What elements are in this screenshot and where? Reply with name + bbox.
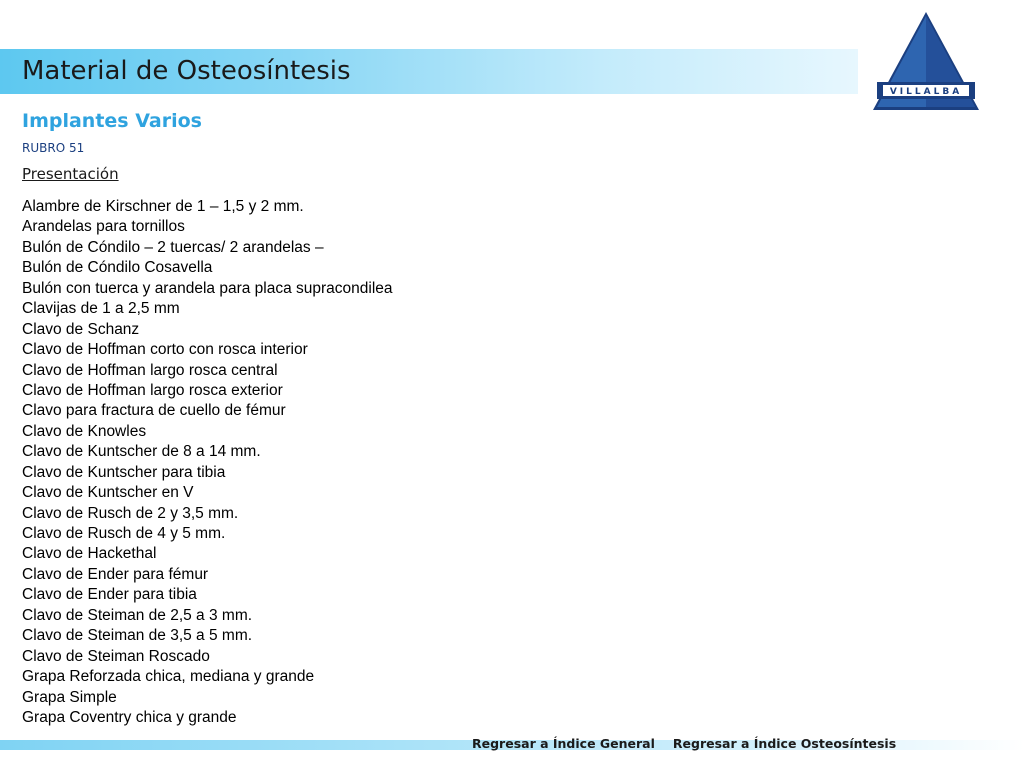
list-item: Arandelas para tornillos [22, 218, 185, 236]
rubro-label: RUBRO 51 [22, 141, 85, 155]
list-item: Clavo de Kuntscher de 8 a 14 mm. [22, 443, 261, 461]
list-item: Clavo de Kuntscher en V [22, 484, 194, 502]
list-item: Grapa Simple [22, 688, 117, 706]
list-item: Alambre de Kirschner de 1 – 1,5 y 2 mm. [22, 198, 304, 215]
list-item: Clavo de Steiman Roscado [22, 647, 210, 665]
list-item: Clavijas de 1 a 2,5 mm [22, 300, 180, 318]
villalba-logo [871, 10, 981, 112]
section-title: Implantes Varios [22, 110, 202, 132]
footer-links [472, 733, 896, 753]
list-item: Bulón de Cóndilo – 2 tuercas/ 2 arandelas – [22, 238, 324, 256]
item-list [22, 197, 393, 728]
presentacion-heading: Presentación [22, 165, 119, 183]
list-item: Clavo de Hoffman largo rosca exterior [22, 381, 283, 399]
list-item: Clavo de Rusch de 2 y 3,5 mm. [22, 504, 239, 522]
list-item: Clavo de Rusch de 4 y 5 mm. [22, 525, 226, 542]
list-item: Clavo de Steiman de 2,5 a 3 mm. [22, 606, 253, 624]
list-item: Clavo de Hackethal [22, 545, 157, 563]
list-item: Clavo de Schanz [22, 320, 140, 338]
logo-text: VILLALBA [889, 87, 963, 97]
list-item: Clavo para fractura de cuello de fémur [22, 402, 286, 420]
list-item: Grapa Coventry chica y grande [22, 708, 237, 726]
list-item: Clavo de Knowles [22, 422, 147, 440]
list-item: Clavo de Ender para tibia [22, 586, 197, 604]
list-item: Clavo de Kuntscher para tibia [22, 463, 226, 481]
link-indice-osteosintesis[interactable]: Regresar a Índice Osteosíntesis [672, 735, 897, 751]
list-item: Grapa Reforzada chica, mediana y grande [22, 668, 315, 686]
page-title: Material de Osteosíntesis [22, 56, 351, 86]
list-item: Clavo de Ender para fémur [22, 565, 209, 583]
list-item: Clavo de Steiman de 3,5 a 5 mm. [22, 627, 253, 645]
list-item: Clavo de Hoffman largo rosca central [22, 361, 278, 379]
list-item: Bulón con tuerca y arandela para placa supracondilea [22, 279, 393, 297]
list-item: Bulón de Cóndilo Cosavella [22, 259, 213, 277]
link-indice-general[interactable]: Regresar a Índice General [472, 735, 655, 751]
list-item: Clavo de Hoffman corto con rosca interior [22, 341, 308, 359]
